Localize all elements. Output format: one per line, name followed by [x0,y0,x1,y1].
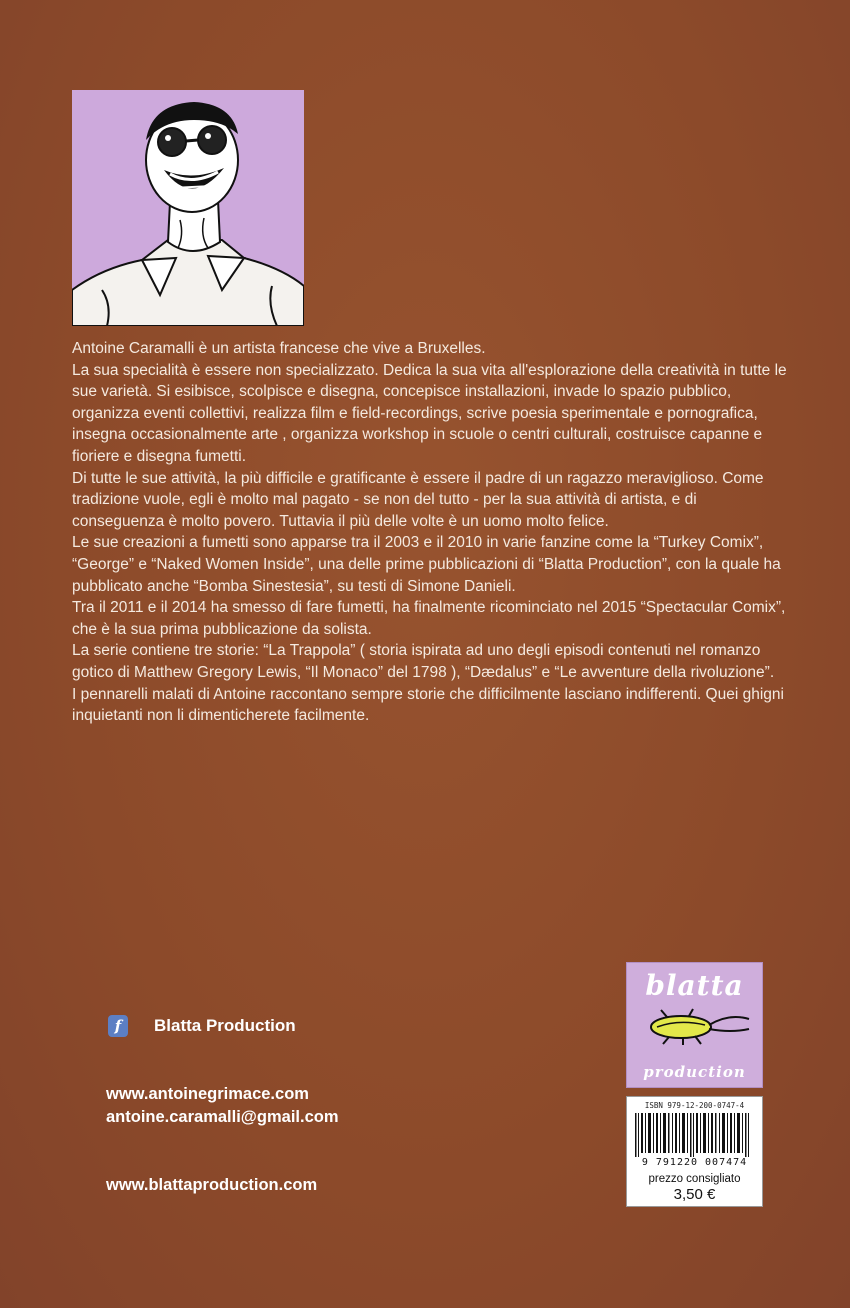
price-label: prezzo consigliato [648,1173,741,1185]
author-portrait [72,90,304,326]
bio-paragraph: Antoine Caramalli è un artista francese che vive a Bruxelles. [72,340,486,357]
barcode-icon [635,1113,754,1157]
logo-bottom-text: production [643,1063,746,1081]
logo-top-text: blatta [645,969,744,1002]
bio-paragraph: Tra il 2011 e il 2014 ha smesso di fare fumetti, ha finalmente ricominciato nel 2015 “Spectacular Comix”, che è la sua prima pubblicazione da solista. [72,599,786,638]
email-link[interactable]: antoine.caramalli@gmail.com [106,1108,339,1126]
price-value: 3,50 € [673,1186,716,1203]
barcode-number: 9 791220 007474 [641,1157,748,1168]
publisher-logo [626,962,763,1088]
bio-paragraph: La sua specialità è essere non specializzato. Dedica la sua vita all'esplorazione della creatività in tutte le sue varietà. Si esibisce, scolpisce e disegna, concepisce installazioni, invade lo spazio pubblico, organizza eventi collettivi, realizza film e field-recordings, scrive poesia sperimentale e pornografica, insegna occasionalmente arte , organizza workshop in scuole o centri culturali, costruisce capanne e fioriere e disegna fumetti. [72,361,787,465]
bio-paragraph: Di tutte le sue attività, la più difficile e gratificante è essere il padre di un ragazzo meraviglioso. Come tradizione vuole, egli è molto mal pagato - se non del tutto - per la sua attività di artista, e di conseguenza è molto povero. Tuttavia il più delle volte è un uomo molto felice. [72,469,764,530]
author-biography [72,338,792,727]
bio-paragraph: I pennarelli malati di Antoine raccontano sempre storie che difficilmente lasciano indifferenti. Quei ghigni inquietanti non li dimenticherete facilmente. [72,685,784,725]
bio-paragraph: Le sue creazioni a fumetti sono apparse tra il 2003 e il 2010 in varie fanzine come la “Turkey Comix”, “George” e “Naked Women Inside”, una delle prime pubblicazioni di “Blatta Production”, con la quale ha pubblicato anche “Bomba Sinestesia”, su testi di Simone Danieli. [72,534,781,595]
isbn-text: ISBN 979-12-200-0747-4 [644,1101,745,1110]
cockroach-icon [639,1007,751,1045]
website-link[interactable]: www.antoinegrimace.com [106,1085,309,1103]
barcode-label [626,1096,763,1207]
facebook-label: Blatta Production [154,1016,296,1035]
facebook-icon: f [108,1015,128,1037]
bio-paragraph: La serie contiene tre storie: “La Trappola” ( storia ispirata ad uno degli episodi contenuti nel romanzo gotico di Matthew Gregory Lewis, “Il Monaco” del 1798 ), “Dædalus” e “Le avventure della rivoluzione”. [72,642,775,681]
facebook-link[interactable] [108,1015,296,1037]
publisher-website-link[interactable]: www.blattaproduction.com [106,1176,318,1194]
